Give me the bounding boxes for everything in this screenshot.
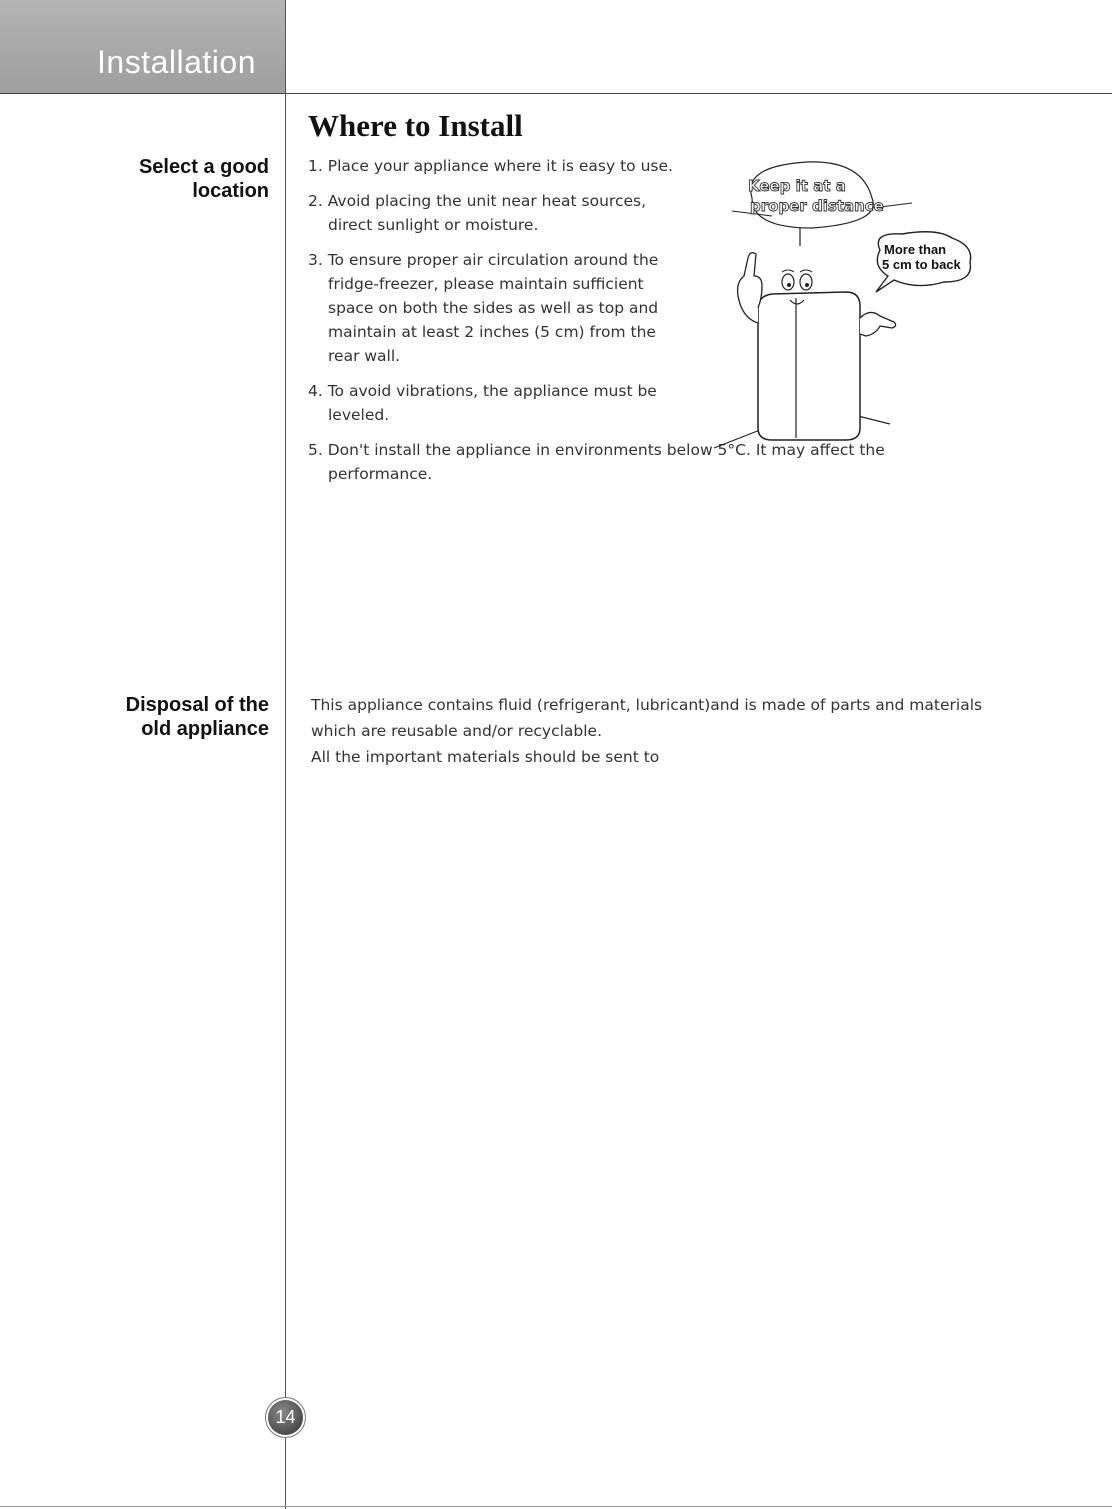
list-item: 1. Place your appliance where it is easy to use. — [308, 157, 673, 175]
page-number-badge: 14 — [268, 1400, 303, 1435]
bubble2-text-line2: 5 cm to back — [882, 257, 961, 272]
fridge-body — [758, 292, 860, 440]
list-item: 4. To avoid vibrations, the appliance must be leveled. — [308, 382, 657, 424]
list-item: 5. Don't install the appliance in environments below 5°C. It may affect the performance. — [308, 441, 885, 483]
location-label — [69, 155, 269, 203]
margin-rule — [285, 0, 286, 1509]
bubble1-text-line1: Keep it at a — [748, 177, 846, 195]
disposal-text — [311, 692, 1031, 770]
location-label-line2: location — [192, 180, 269, 202]
pointing-hand — [860, 312, 896, 336]
section-tab — [0, 0, 286, 94]
right-eye — [800, 274, 812, 290]
disposal-paragraph-1: This appliance contains fluid (refrigerant, lubricant)and is made of parts and materials which are reusable and/or recyclable. — [311, 696, 983, 740]
footer-rule — [0, 1506, 1112, 1507]
disposal-label-line1: Disposal of the — [125, 694, 269, 716]
header-rule — [0, 93, 1112, 94]
floor-line-right — [858, 416, 890, 424]
disposal-label — [69, 693, 269, 741]
list-item: 3. To ensure proper air circulation around the fridge-freezer, please maintain sufficient space on both the sides as well as top and maintain at least 2 inches (5 cm) from the rear wall. — [308, 251, 659, 365]
section-title: Installation — [97, 44, 256, 80]
left-eye — [782, 274, 794, 290]
list-item: 2. Avoid placing the unit near heat sources, direct sunlight or moisture. — [308, 192, 647, 234]
location-label-line1: Select a good — [138, 156, 269, 178]
disposal-paragraph-2: All the important materials should be sent to — [311, 748, 660, 766]
bubble2-text-line1: More than — [884, 242, 947, 257]
page-title: Where to Install — [308, 108, 523, 143]
floor-line-left — [714, 430, 760, 448]
fridge-illustration — [712, 158, 988, 450]
disposal-label-line2: old appliance — [141, 718, 269, 740]
bubble1-text-line2: proper distance — [750, 197, 884, 215]
